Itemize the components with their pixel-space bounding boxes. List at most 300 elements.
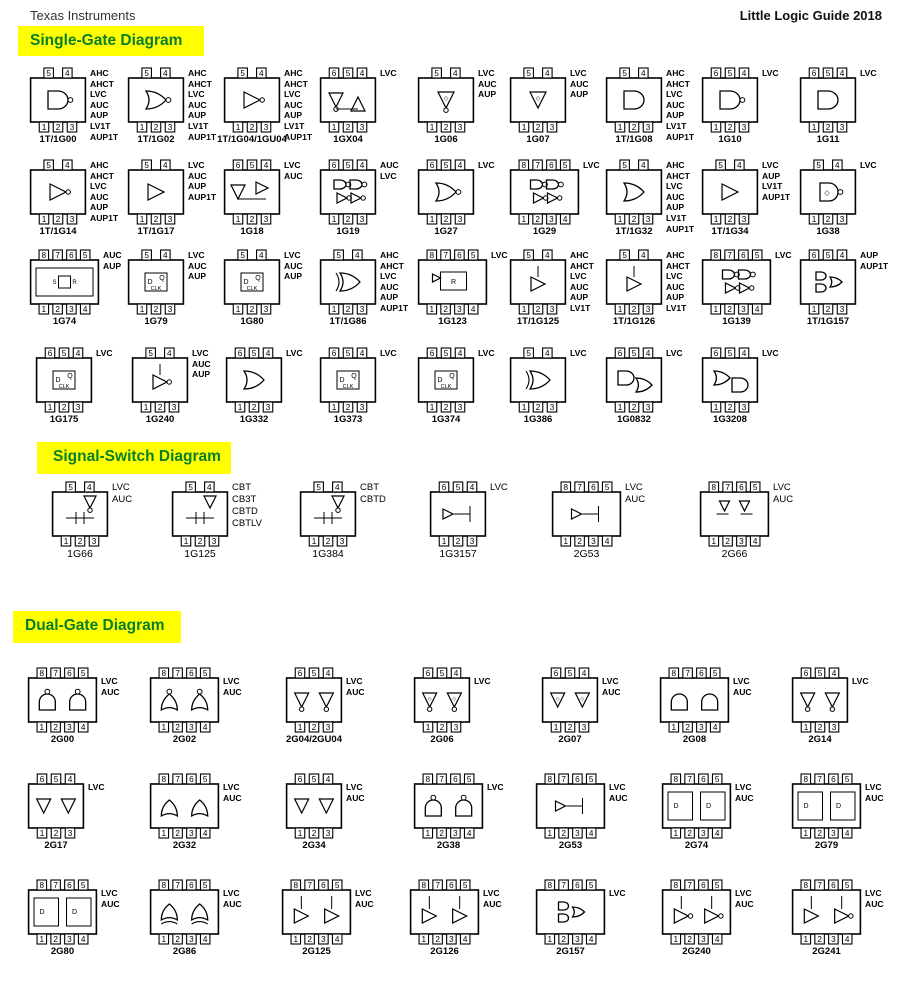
top-pin [323, 774, 333, 784]
top-pin-number: 5 [311, 775, 317, 784]
chip-diagram [418, 348, 495, 428]
logic-family: LVC [609, 888, 626, 898]
bottom-pin-number: 3 [67, 723, 72, 732]
top-pin-number: 7 [307, 881, 312, 890]
chip-body [31, 260, 99, 304]
top-pin [65, 668, 75, 678]
chip-package-svg [792, 880, 861, 944]
bottom-pin-number: 1 [143, 403, 149, 412]
top-pin [39, 250, 49, 260]
bottom-pin [809, 304, 819, 314]
bottom-pin [455, 304, 465, 314]
logic-family: LVC [346, 782, 363, 792]
chip-body [703, 78, 758, 122]
top-pin-number: 5 [752, 483, 758, 492]
bottom-pin [65, 722, 75, 732]
bottom-pin-number: 1 [139, 123, 145, 132]
top-pin [573, 774, 583, 784]
top-pin [524, 348, 534, 358]
bottom-pin-number: 4 [80, 723, 86, 732]
chip-package-svg [542, 668, 598, 732]
bottom-pin [545, 828, 555, 838]
chip-package-svg [702, 68, 758, 132]
part-number: 2G02 [172, 734, 197, 745]
logic-family: AHCT [284, 78, 308, 89]
bottom-pin-number: 2 [825, 215, 831, 224]
logic-family: LVC [96, 348, 113, 358]
top-pin-number: 7 [175, 669, 180, 678]
top-pin [37, 880, 47, 890]
chip-diagram [510, 348, 587, 428]
part-number: 2G86 [172, 946, 197, 957]
bottom-pin-number: 2 [345, 403, 351, 412]
top-pin-number: 5 [817, 669, 823, 678]
top-pin-number: 6 [441, 483, 447, 492]
top-pin-number: 8 [161, 669, 167, 678]
bottom-pin [711, 214, 721, 224]
logic-family: AUC [773, 494, 794, 505]
logic-family: LVC [223, 888, 240, 898]
top-pin-number: 6 [429, 349, 435, 358]
logic-family: AUC [355, 898, 374, 909]
logic-family: LV1T [284, 120, 305, 131]
top-pin-number: 6 [713, 349, 719, 358]
top-pin [333, 482, 343, 492]
logic-family-list [346, 676, 365, 697]
bottom-pin [823, 304, 833, 314]
top-pin [455, 250, 465, 260]
logic-family: LVC [478, 68, 495, 78]
bottom-pin-number: 1 [235, 123, 241, 132]
chip-diagram [320, 68, 397, 148]
logic-family: AUP [284, 110, 303, 121]
part-number: 2G06 [430, 734, 454, 745]
logic-family: AUP1T [284, 131, 313, 142]
chip-package-svg [150, 668, 219, 732]
bottom-pin-number: 1 [521, 215, 527, 224]
bottom-pin-number: 4 [844, 829, 850, 838]
top-pin [165, 348, 175, 358]
top-pin [561, 482, 571, 492]
bottom-pin [159, 722, 169, 732]
top-pin-number: 8 [673, 881, 679, 890]
bottom-pin-number: 4 [562, 215, 568, 224]
top-pin-number: 6 [237, 349, 243, 358]
bottom-pin-number: 3 [167, 123, 173, 132]
section-title-single-gate: Single-Gate Diagram [18, 26, 204, 56]
logic-family: AUC [90, 191, 109, 202]
top-pin [85, 482, 95, 492]
bottom-pin-number: 1 [41, 123, 47, 132]
part-number: 1T/1G157 [806, 316, 850, 327]
top-pin-number: 4 [163, 161, 168, 170]
top-pin [437, 668, 447, 678]
top-pin-number: 6 [331, 69, 337, 78]
top-pin-number: 7 [439, 775, 444, 784]
bottom-pin [712, 828, 722, 838]
bottom-pin [615, 402, 625, 412]
bottom-pin [309, 828, 319, 838]
bottom-pin-number: 1 [547, 935, 553, 944]
chip-body [701, 492, 769, 536]
bottom-pin [455, 214, 465, 224]
top-pin [712, 880, 722, 890]
chip-package-svg [30, 250, 99, 314]
top-pin-number: 8 [547, 775, 553, 784]
chip-body [703, 358, 758, 402]
logic-family: AUP1T [90, 212, 119, 223]
top-pin-number: 6 [189, 881, 194, 890]
chip-package-svg [300, 482, 356, 546]
top-pin [551, 668, 561, 678]
logic-family: LVC [346, 676, 363, 686]
chip-body [151, 678, 219, 722]
bottom-pin [427, 214, 437, 224]
svg-text:◇: ◇ [443, 96, 449, 102]
part-number: 1G125 [184, 548, 216, 560]
bottom-pin-number: 1 [811, 215, 817, 224]
top-pin [65, 774, 75, 784]
chip-body [151, 890, 219, 934]
top-pin [699, 774, 709, 784]
top-pin-number: 4 [325, 669, 331, 678]
top-pin [629, 348, 639, 358]
logic-family: LVC [735, 782, 752, 792]
top-pin [575, 482, 585, 492]
top-pin-number: 7 [535, 161, 540, 170]
logic-family: LVC [483, 888, 500, 898]
bottom-pin [533, 122, 543, 132]
bottom-pin-number: 2 [535, 215, 540, 224]
logic-family: AUC [380, 160, 399, 170]
chip-package-svg [430, 482, 486, 546]
logic-family-list [762, 160, 790, 202]
top-pin [468, 250, 478, 260]
part-number: 2G66 [721, 548, 748, 560]
logic-family: AHC [188, 68, 207, 78]
top-pin-number: 6 [189, 775, 194, 784]
top-pin [519, 160, 529, 170]
top-pin-number: 7 [175, 881, 180, 890]
chip-diagram [792, 668, 869, 748]
top-pin-number: 5 [144, 69, 149, 78]
chip-package-svg [132, 348, 188, 412]
top-pin-number: 4 [457, 161, 463, 170]
bottom-pin [357, 122, 367, 132]
logic-family: AUC [733, 686, 752, 697]
bottom-pin [233, 214, 243, 224]
top-pin-number: 8 [803, 775, 809, 784]
top-pin [524, 68, 534, 78]
top-pin-number: 5 [470, 251, 476, 260]
logic-family: LVC [570, 271, 587, 282]
top-pin-number: 4 [65, 161, 70, 170]
top-pin-number: 7 [725, 483, 730, 492]
chip-body [537, 890, 605, 934]
bottom-pin [737, 536, 747, 546]
top-pin [586, 880, 596, 890]
top-pin [639, 160, 649, 170]
chip-diagram [552, 482, 646, 562]
logic-family: LVC [188, 160, 205, 170]
chip-diagram [224, 160, 303, 240]
bottom-pin [39, 214, 49, 224]
chip-body [283, 890, 351, 934]
top-pin [543, 250, 553, 260]
part-number: 1G18 [240, 226, 264, 237]
top-pin [441, 348, 451, 358]
bottom-pin [423, 722, 433, 732]
bottom-pin [451, 828, 461, 838]
top-pin-number: 6 [591, 483, 596, 492]
chip-package-svg [702, 160, 758, 224]
top-pin [45, 348, 55, 358]
top-pin [460, 880, 470, 890]
top-pin-number: 4 [545, 251, 550, 260]
logic-family: AUC [570, 78, 589, 89]
chip-body [415, 784, 483, 828]
bottom-pin-number: 1 [553, 723, 559, 732]
top-pin-number: 5 [202, 669, 208, 678]
chip-package-svg [418, 250, 487, 314]
logic-family: AUP [762, 170, 781, 181]
svg-text:◇: ◇ [452, 696, 457, 702]
chip-package-svg [800, 160, 856, 224]
chip-diagram [224, 250, 303, 330]
part-number: 2G80 [50, 946, 75, 957]
logic-family-list [762, 68, 779, 79]
bottom-pin-number: 3 [67, 829, 73, 838]
bottom-pin-number: 1 [139, 215, 145, 224]
top-pin-number: 5 [345, 69, 351, 78]
logic-family-list [380, 68, 397, 79]
top-pin [295, 774, 305, 784]
bottom-pin [809, 214, 819, 224]
bottom-pin-number: 2 [825, 123, 831, 132]
bottom-pin-number: 1 [311, 537, 317, 546]
top-pin [829, 880, 839, 890]
svg-text:CLK: CLK [440, 384, 452, 390]
bottom-pin [137, 214, 147, 224]
bottom-pin-number: 3 [189, 935, 194, 944]
bottom-pin-number: 2 [325, 537, 331, 546]
logic-family: AUC [478, 78, 497, 89]
chip-package-svg [660, 668, 729, 732]
top-pin-number: 5 [148, 349, 153, 358]
logic-family-list [583, 160, 600, 171]
logic-family: AUP [666, 202, 685, 213]
svg-text:D: D [147, 279, 153, 286]
logic-family: AUC [192, 358, 211, 369]
bottom-pin-number: 1 [183, 537, 189, 546]
part-number: 1GX04 [333, 134, 363, 145]
top-pin [63, 68, 72, 78]
logic-family: CBTD [360, 494, 386, 505]
svg-text:D: D [243, 279, 249, 286]
bottom-pin-number: 1 [161, 723, 167, 732]
logic-family: LVC [773, 482, 791, 493]
bottom-pin [233, 122, 243, 132]
bottom-pin [643, 304, 653, 314]
chip-package-svg [414, 668, 470, 732]
bottom-pin-number: 2 [77, 537, 83, 546]
bottom-pin [247, 304, 257, 314]
chip-diagram [702, 68, 779, 148]
top-pin-number: 6 [831, 881, 836, 890]
part-number: 1T/1G86 [329, 316, 367, 327]
top-pin-number: 6 [713, 69, 719, 78]
logic-family-list [491, 250, 508, 261]
logic-family-list [852, 676, 869, 687]
bottom-pin [51, 722, 61, 732]
logic-family-list [223, 888, 242, 909]
bottom-pin [602, 536, 612, 546]
bottom-pin [589, 536, 599, 546]
logic-family-list [90, 68, 118, 142]
top-pin-number: 5 [588, 881, 594, 890]
chip-diagram [320, 160, 399, 240]
part-number: 1T/1G08 [615, 134, 653, 145]
top-pin [739, 348, 749, 358]
logic-family-list [223, 676, 242, 697]
top-pin [671, 880, 681, 890]
svg-text:D: D [55, 377, 61, 384]
bottom-pin [137, 304, 147, 314]
part-number: 1T/1G126 [612, 316, 656, 327]
logic-family-list [602, 676, 621, 697]
top-pin [815, 880, 825, 890]
top-pin-number: 6 [831, 775, 836, 784]
logic-family: LVC [570, 68, 587, 78]
part-number: 1T/1G34 [711, 226, 749, 237]
logic-family: AHC [284, 68, 303, 78]
bottom-pin-number: 2 [439, 723, 445, 732]
logic-family-list [625, 482, 645, 506]
top-pin [161, 250, 171, 260]
top-pin [589, 482, 599, 492]
bottom-pin [739, 122, 749, 132]
bottom-pin-number: 4 [604, 537, 610, 546]
logic-family: AUC [609, 792, 628, 803]
logic-family: LVC [666, 348, 683, 358]
chip-body [287, 784, 342, 828]
top-pin [829, 668, 839, 678]
top-pin-number: 5 [61, 349, 67, 358]
logic-family-list [284, 160, 303, 181]
svg-text:CLK: CLK [58, 384, 70, 390]
logic-family: AUC [101, 898, 120, 909]
top-pin [187, 668, 197, 678]
logic-family: AUC [223, 686, 242, 697]
bottom-pin [165, 304, 175, 314]
top-pin-number: 6 [453, 775, 458, 784]
top-pin-number: 5 [202, 881, 208, 890]
bottom-pin-number: 1 [47, 403, 53, 412]
bottom-pin-number: 4 [844, 935, 850, 944]
bottom-pin-number: 2 [727, 123, 733, 132]
logic-family: LVC [865, 782, 882, 792]
logic-family: AUC [284, 170, 303, 181]
chip-diagram [150, 774, 242, 854]
bottom-pin-number: 1 [39, 829, 45, 838]
chip-diagram [300, 482, 386, 562]
chip-body [53, 492, 108, 536]
top-pin-number: 5 [144, 251, 149, 260]
top-pin [44, 68, 54, 78]
bottom-pin-number: 2 [157, 403, 163, 412]
chip-package-svg [536, 880, 605, 944]
top-pin-number: 6 [449, 881, 454, 890]
bottom-pin-number: 4 [202, 829, 208, 838]
chip-diagram [702, 160, 791, 240]
bottom-pin-number: 3 [741, 403, 747, 412]
svg-text:D: D [835, 803, 842, 810]
chip-diagram [510, 250, 594, 330]
bottom-pin-number: 1 [161, 829, 167, 838]
logic-family-list [865, 888, 884, 909]
chip-body [29, 678, 97, 722]
top-pin [291, 880, 301, 890]
bottom-pin [725, 214, 735, 224]
part-number: 1G29 [532, 226, 557, 237]
top-pin-number: 4 [581, 669, 587, 678]
logic-family-list [112, 482, 132, 506]
chip-package-svg [320, 68, 376, 132]
logic-family-list [103, 250, 122, 271]
top-pin [161, 68, 171, 78]
bottom-pin [712, 934, 722, 944]
top-pin [334, 250, 344, 260]
bottom-pin-number: 4 [466, 829, 472, 838]
top-pin [257, 250, 267, 260]
logic-family: LVC [284, 250, 301, 260]
top-pin-number: 5 [825, 69, 831, 78]
top-pin [439, 482, 449, 492]
logic-family: LVC [478, 348, 495, 358]
chip-package-svg [172, 482, 228, 546]
bottom-pin [725, 122, 735, 132]
logic-family: AUC [625, 494, 646, 505]
bottom-pin-number: 1 [421, 935, 427, 944]
logic-family: AUP [192, 369, 211, 380]
bottom-pin [809, 122, 819, 132]
bottom-pin [573, 934, 583, 944]
logic-family: LVC [570, 348, 587, 358]
logic-family: LVC [666, 271, 683, 282]
top-pin-number: 4 [359, 349, 365, 358]
bottom-pin-number: 2 [345, 215, 351, 224]
chip-body [543, 678, 598, 722]
bottom-pin [323, 828, 333, 838]
logic-family: AUP [380, 292, 399, 303]
part-number: 2G07 [558, 734, 582, 745]
part-number: 1G07 [526, 134, 550, 145]
top-pin-number: 8 [521, 161, 527, 170]
bottom-pin-number: 1 [429, 215, 435, 224]
logic-family: LV1T [666, 302, 687, 313]
logic-family: LVC [188, 89, 205, 100]
bottom-pin-number: 2 [727, 403, 733, 412]
bottom-pin-number: 3 [839, 215, 845, 224]
bottom-pin-number: 1 [617, 305, 623, 314]
logic-family: AHCT [90, 170, 114, 181]
bottom-pin-number: 1 [673, 829, 679, 838]
logic-family-list [487, 782, 504, 793]
top-pin [423, 668, 433, 678]
bottom-pin-number: 4 [462, 935, 468, 944]
bottom-pin-number: 1 [297, 829, 303, 838]
chip-diagram [414, 668, 491, 748]
